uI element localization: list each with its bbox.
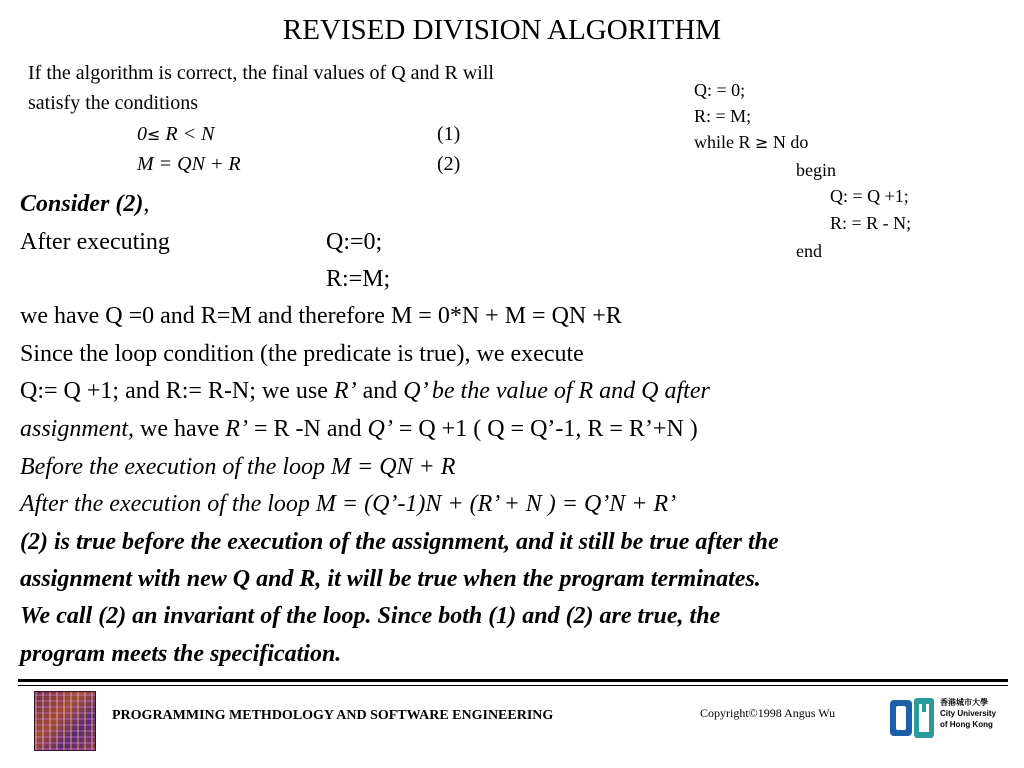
assignment-word: assignment, [20, 416, 134, 442]
consider-label: Consider (2) [20, 191, 144, 217]
q-prime: Q’ [367, 416, 393, 442]
consider-comma: , [143, 191, 150, 217]
before-loop-line: Before the execution of the loop M = QN + R [20, 454, 456, 480]
code-while: while R [694, 132, 751, 152]
code-end: end [796, 241, 822, 261]
conclusion-line-1: (2) is true before the execution of the assignment, and it still be true after the [20, 529, 779, 555]
conclusion-line-2: assignment with new Q and R, it will be true when the program terminates. [20, 566, 761, 592]
slide-title: REVISED DIVISION ALGORITHM [282, 14, 722, 46]
condition-1 [137, 123, 214, 146]
assign-q-prime: Q’ be the value of R and Q after [403, 378, 710, 404]
less-equal-symbol: ≤ [147, 125, 161, 144]
code-do: N do [772, 132, 809, 152]
code-decrement-r: R: = R - N; [830, 213, 912, 233]
code-begin: begin [796, 160, 836, 180]
r-eq: = R -N and [247, 416, 368, 442]
university-name-cn: 香港城市大學 [940, 698, 988, 707]
footer-rule-thick [18, 679, 1008, 682]
code-line-3 [694, 132, 808, 153]
university-name [940, 697, 996, 730]
consider-heading [20, 191, 149, 218]
condition-1-lhs: 0 [137, 123, 147, 145]
assign-and: and [356, 378, 404, 404]
code-line-1: Q: = 0; [694, 80, 746, 100]
greater-equal-symbol: ≥ [755, 133, 769, 152]
condition-1-number: (1) [437, 123, 461, 145]
footer-rule-thin [18, 685, 1008, 686]
conclusion-line-4: program meets the specification. [20, 641, 342, 667]
after-executing: After executing [20, 229, 170, 255]
condition-2: M = QN + R [137, 153, 241, 175]
code-line-2: R: = M; [694, 106, 752, 126]
condition-1-rhs: R < N [165, 123, 215, 145]
we-have-primes-line [20, 416, 698, 443]
r-prime: R’ [225, 416, 248, 442]
since-loop-line: Since the loop condition (the predicate is true), we execute [20, 341, 584, 367]
we-have-2: we have [134, 416, 226, 442]
stmt-r-init: R:=M; [326, 266, 391, 292]
assign-text: Q:= Q +1; and R:= R-N; we use [20, 378, 334, 404]
university-name-en-1: City University [940, 709, 997, 718]
stmt-q-init: Q:=0; [326, 229, 383, 255]
intro-line-1: If the algorithm is correct, the final values of Q and R will [28, 62, 494, 84]
q-eq: = Q +1 ( Q = Q’-1, R = R’+N ) [392, 416, 698, 442]
code-increment-q: Q: = Q +1; [830, 186, 909, 206]
we-have-line: we have Q =0 and R=M and therefore M = 0*N + M = QN +R [20, 303, 622, 329]
assign-r-prime: R’ [333, 378, 357, 404]
condition-2-number: (2) [437, 153, 461, 175]
course-name: PROGRAMMING METHDOLOGY AND SOFTWARE ENGINEERING [112, 708, 554, 723]
after-loop-line: After the execution of the loop M = (Q’-1)N + (R’ + N ) = Q’N + R’ [20, 491, 677, 517]
intro-line-2: satisfy the conditions [28, 92, 198, 114]
copyright-notice: Copyright©1998 Angus Wu [700, 706, 836, 720]
conclusion-line-3: We call (2) an invariant of the loop. Since both (1) and (2) are true, the [20, 603, 721, 629]
circuit-chip-image [34, 691, 96, 751]
assignment-line [20, 378, 710, 405]
university-name-en-2: of Hong Kong [940, 720, 993, 729]
